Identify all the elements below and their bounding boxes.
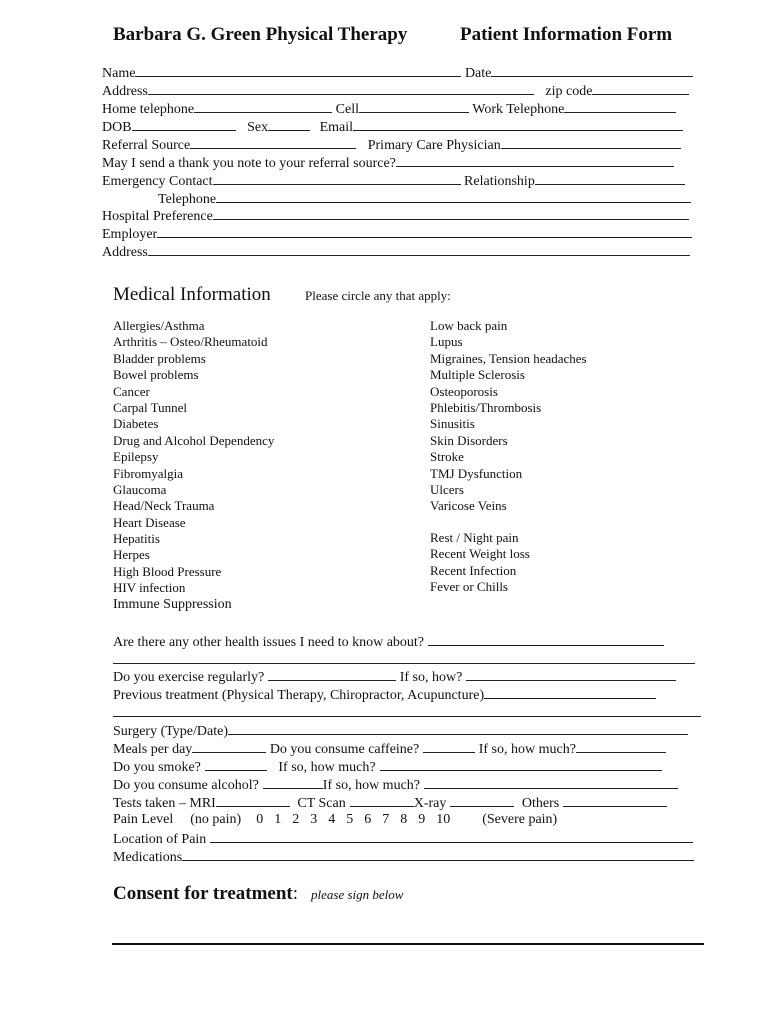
ct-scan-label: CT Scan — [297, 796, 346, 811]
surgery-label: Surgery (Type/Date) — [113, 724, 229, 739]
other-issues-row — [113, 632, 664, 650]
employer-field[interactable] — [157, 224, 692, 238]
previous-treatment-row-2 — [113, 703, 701, 721]
employer-row — [102, 224, 692, 242]
consent-heading-text: Consent for treatment — [113, 883, 293, 904]
condition-item[interactable]: Recent Infection — [430, 562, 517, 578]
other-issues-label: Are there any other health issues I need to know about? — [113, 635, 425, 650]
condition-item[interactable]: Fever or Chills — [430, 579, 508, 595]
meals-field[interactable] — [192, 739, 266, 753]
pain-scale-option[interactable]: 6 — [364, 812, 372, 827]
medications-row — [113, 847, 694, 865]
exercise-how-label: If so, how? — [399, 670, 463, 685]
condition-item[interactable]: Fibromyalgia — [113, 465, 184, 481]
address-field[interactable] — [148, 81, 534, 95]
condition-item[interactable]: TMJ Dysfunction — [430, 465, 523, 481]
medical-heading: Medical Information — [113, 284, 271, 305]
condition-item[interactable]: Epilepsy — [113, 449, 159, 465]
smoke-field[interactable] — [205, 757, 267, 771]
cell-field[interactable] — [359, 99, 469, 113]
condition-item[interactable]: Osteoporosis — [430, 383, 498, 399]
hospital-label: Hospital Preference — [102, 209, 213, 224]
condition-item[interactable]: Recent Weight loss — [430, 546, 530, 562]
referral-row — [102, 135, 681, 153]
address-label: Address — [102, 84, 148, 99]
condition-item[interactable]: Allergies/Asthma — [113, 318, 205, 333]
home-phone-field[interactable] — [194, 99, 332, 113]
location-pain-field[interactable] — [210, 829, 693, 843]
previous-treatment-label: Previous treatment (Physical Therapy, Chiropractor, Acupuncture) — [113, 688, 485, 703]
condition-item[interactable]: Bladder problems — [113, 350, 206, 366]
condition-item[interactable]: Sinusitis — [430, 416, 475, 432]
caffeine-amount-label: If so, how much? — [478, 742, 576, 757]
alcohol-label: Do you consume alcohol? — [113, 778, 259, 793]
emergency-field[interactable] — [213, 171, 461, 185]
exercise-label: Do you exercise regularly? — [113, 670, 265, 685]
smoke-row — [113, 757, 662, 775]
condition-item[interactable]: Skin Disorders — [430, 432, 508, 448]
signature-line[interactable] — [112, 943, 704, 945]
pcp-field[interactable] — [501, 135, 681, 149]
pain-scale-option[interactable]: 10 — [436, 812, 451, 827]
date-field[interactable] — [491, 63, 693, 77]
pcp-label: Primary Care Physician — [367, 138, 501, 153]
consent-colon: : — [292, 883, 299, 904]
right-condition-list-b — [430, 530, 530, 596]
pain-level-label: Pain Level — [113, 812, 174, 827]
dob-field[interactable] — [132, 117, 236, 131]
emergency-label: Emergency Contact — [102, 174, 213, 189]
condition-item[interactable]: Low back pain — [430, 318, 508, 333]
exercise-how-field[interactable] — [466, 667, 676, 681]
form-title: Patient Information Form — [460, 24, 673, 45]
tests-mri-label: Tests taken – MRI — [113, 796, 216, 811]
medications-label: Medications — [113, 850, 183, 865]
condition-item[interactable]: Arthritis – Osteo/Rheumatoid — [113, 334, 268, 350]
smoke-amount-label: If so, how much? — [278, 760, 376, 775]
name-row — [102, 63, 693, 81]
name-field[interactable] — [135, 63, 461, 77]
mri-field[interactable] — [216, 793, 290, 807]
condition-item[interactable]: Carpal Tunnel — [113, 399, 188, 415]
hospital-row — [102, 206, 689, 224]
condition-item[interactable]: Phlebitis/Thrombosis — [430, 399, 542, 415]
consent-instruction: please sign below — [311, 887, 404, 902]
condition-item[interactable]: Cancer — [113, 383, 150, 399]
telephone-field[interactable] — [216, 189, 691, 203]
smoke-label: Do you smoke? — [113, 760, 201, 775]
condition-item[interactable]: Diabetes — [113, 416, 159, 432]
hospital-field[interactable] — [213, 206, 689, 220]
previous-treatment-field[interactable] — [484, 685, 656, 699]
employer-address-row — [102, 242, 690, 260]
employer-label: Employer — [102, 227, 158, 242]
location-pain-row — [113, 829, 693, 847]
xray-label: X-ray — [413, 796, 447, 811]
zip-field[interactable] — [592, 81, 689, 95]
work-phone-label: Work Telephone — [472, 102, 565, 117]
condition-item[interactable]: High Blood Pressure — [113, 563, 222, 579]
exercise-field[interactable] — [268, 667, 396, 681]
sex-field[interactable] — [268, 117, 310, 131]
other-issues-field-2[interactable] — [113, 650, 695, 664]
meals-label: Meals per day — [113, 742, 193, 757]
employer-address-label: Address — [102, 245, 148, 260]
caffeine-label: Do you consume caffeine? — [269, 742, 420, 757]
location-pain-label: Location of Pain — [113, 832, 207, 847]
pain-scale-option[interactable]: 8 — [400, 812, 408, 827]
condition-item[interactable]: HIV infection — [113, 580, 186, 596]
alcohol-amount-field[interactable] — [424, 775, 678, 789]
surgery-row — [113, 721, 688, 739]
thank-you-row — [102, 153, 674, 171]
address-row — [102, 81, 689, 99]
referral-field[interactable] — [190, 135, 356, 149]
no-pain-label: (no pain) — [190, 812, 242, 827]
consent-heading — [113, 883, 298, 905]
alcohol-field[interactable] — [263, 775, 323, 789]
ct-scan-field[interactable] — [350, 793, 414, 807]
dob-row — [102, 117, 683, 135]
dob-label: DOB — [102, 120, 132, 135]
condition-item[interactable]: Hepatitis — [113, 531, 160, 547]
condition-item[interactable]: Ulcers — [430, 481, 464, 497]
caffeine-field[interactable] — [423, 739, 475, 753]
exercise-row — [113, 667, 676, 685]
previous-treatment-row — [113, 685, 656, 703]
relationship-label: Relationship — [464, 174, 535, 189]
practice-name: Barbara G. Green Physical Therapy — [113, 24, 408, 45]
meals-row — [113, 739, 666, 757]
previous-treatment-field-2[interactable] — [113, 703, 701, 717]
xray-field[interactable] — [450, 793, 514, 807]
cell-label: Cell — [335, 102, 359, 117]
right-condition-list — [430, 318, 587, 515]
condition-item[interactable]: Migraines, Tension headaches — [430, 350, 587, 366]
medications-field[interactable] — [182, 847, 694, 861]
work-phone-field[interactable] — [564, 99, 676, 113]
others-field[interactable] — [563, 793, 667, 807]
other-issues-row-2 — [113, 650, 695, 668]
pain-scale-option[interactable]: 5 — [346, 812, 354, 827]
left-condition-list — [113, 318, 274, 597]
thank-you-field[interactable] — [396, 153, 674, 167]
sex-label: Sex — [247, 120, 269, 135]
others-label: Others — [521, 796, 560, 811]
relationship-field[interactable] — [535, 171, 685, 185]
smoke-amount-field[interactable] — [380, 757, 662, 771]
condition-item[interactable]: Lupus — [430, 334, 463, 350]
date-label: Date — [464, 66, 492, 81]
medical-instruction: Please circle any that apply: — [305, 288, 451, 303]
condition-item[interactable]: Head/Neck Trauma — [113, 498, 215, 514]
home-phone-label: Home telephone — [102, 102, 195, 117]
condition-item[interactable]: Bowel problems — [113, 367, 199, 383]
condition-item[interactable]: Drug and Alcohol Dependency — [113, 432, 275, 448]
email-label: Email — [319, 120, 353, 135]
pain-scale-option[interactable]: 3 — [310, 812, 318, 827]
pain-scale-option[interactable]: 2 — [292, 812, 300, 827]
pain-scale — [256, 811, 461, 829]
condition-item[interactable]: Heart Disease — [113, 514, 186, 530]
name-label: Name — [102, 66, 136, 81]
condition-item[interactable]: Glaucoma — [113, 481, 167, 497]
other-issues-field[interactable] — [428, 632, 664, 646]
condition-item[interactable]: Multiple Sclerosis — [430, 367, 525, 383]
email-field[interactable] — [353, 117, 683, 131]
pain-scale-option[interactable]: 0 — [256, 812, 264, 827]
referral-label: Referral Source — [102, 138, 191, 153]
caffeine-amount-field[interactable] — [576, 739, 666, 753]
pain-scale-option[interactable]: 1 — [274, 812, 282, 827]
alcohol-row — [113, 775, 678, 793]
zip-label: zip code — [545, 84, 593, 99]
alcohol-amount-label: If so, how much? — [322, 778, 420, 793]
condition-immune-suppression[interactable]: Immune Suppression — [113, 597, 232, 612]
phone-row — [102, 99, 676, 117]
condition-item[interactable]: Herpes — [113, 547, 150, 563]
condition-item[interactable]: Rest / Night pain — [430, 530, 519, 545]
tests-row — [113, 793, 667, 811]
condition-item[interactable]: Stroke — [430, 449, 464, 465]
emergency-row — [102, 171, 685, 189]
surgery-field[interactable] — [228, 721, 688, 735]
severe-pain-label: (Severe pain) — [482, 812, 558, 827]
pain-scale-option[interactable]: 7 — [382, 812, 390, 827]
pain-scale-option[interactable]: 4 — [328, 812, 336, 827]
pain-level-row — [113, 811, 557, 829]
employer-address-field[interactable] — [148, 242, 690, 256]
condition-item[interactable]: Varicose Veins — [430, 498, 507, 514]
thank-you-label: May I send a thank you note to your referral source? — [102, 156, 396, 171]
telephone-label: Telephone — [158, 192, 217, 207]
pain-scale-option[interactable]: 9 — [418, 812, 426, 827]
emergency-phone-row — [158, 189, 691, 207]
